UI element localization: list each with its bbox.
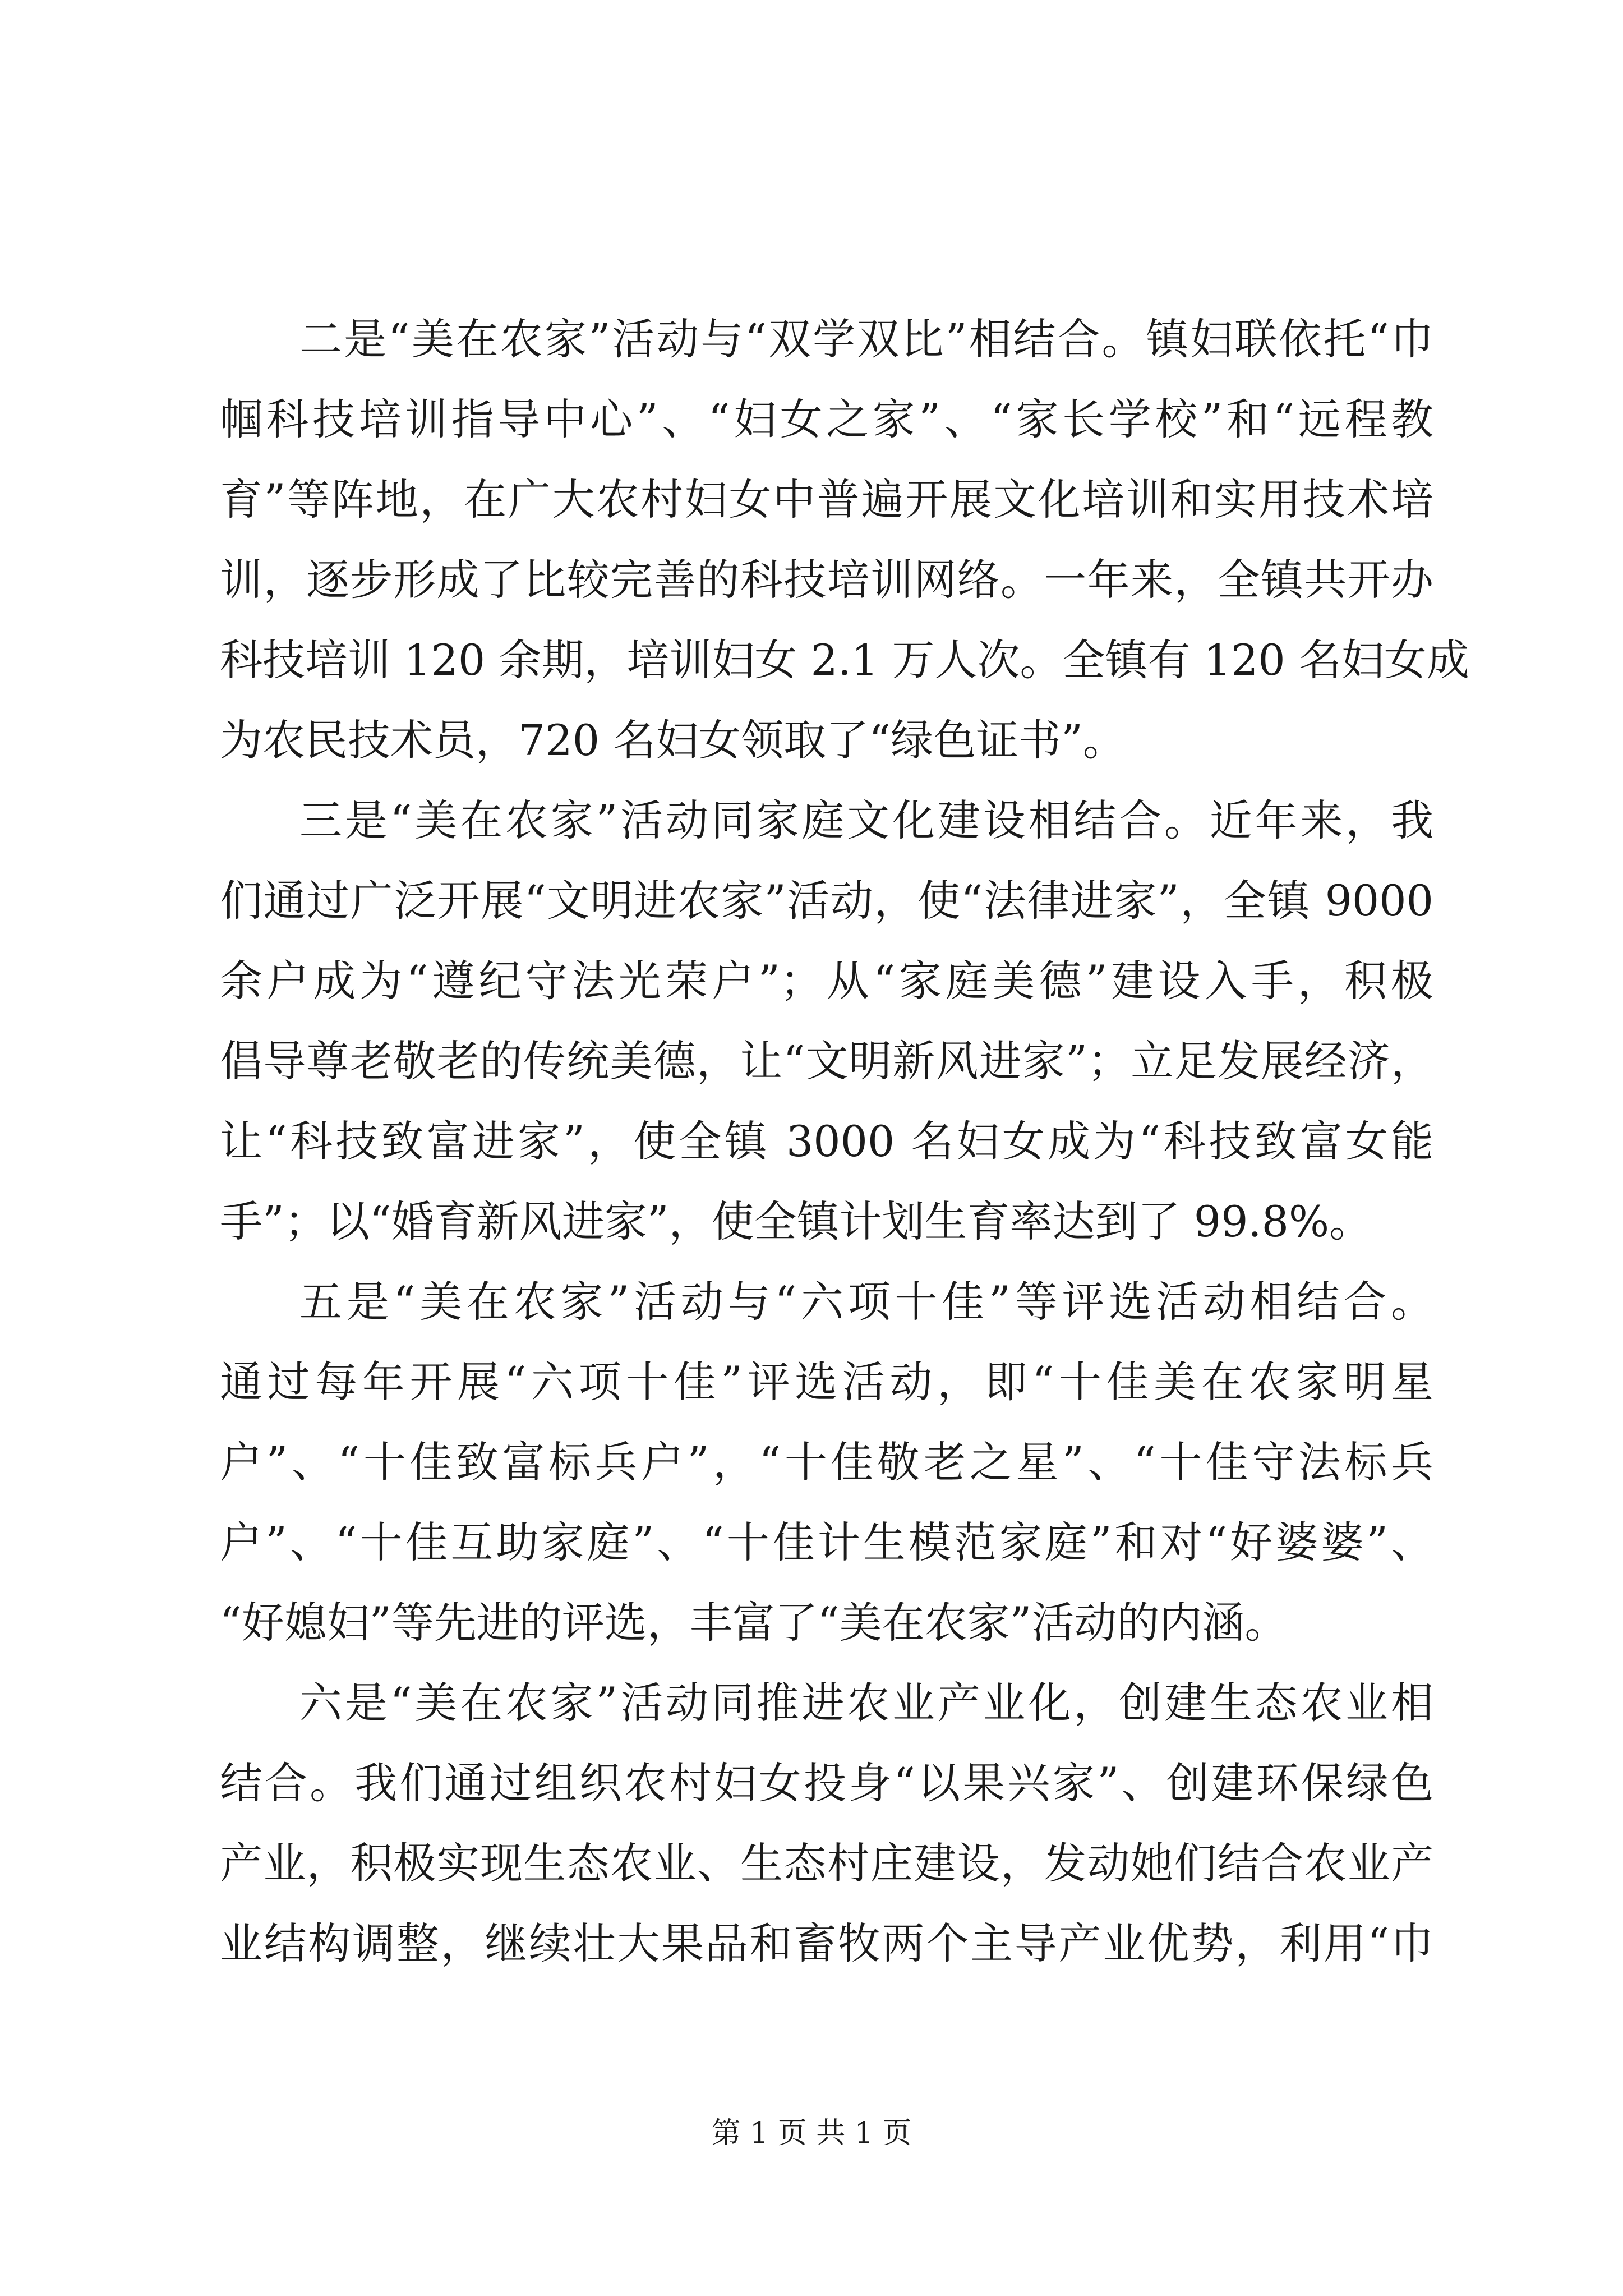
paragraph-line: 户”、“十佳互助家庭”、“十佳计生模范家庭”和对“好婆婆”、 bbox=[220, 1517, 1433, 1567]
paragraph-line: “好媳妇”等先进的评选，丰富了“美在农家”活动的内涵。 bbox=[220, 1598, 1288, 1648]
paragraph-line: 二是“美在农家”活动与“双学双比”相结合。镇妇联依托“巾 bbox=[299, 314, 1433, 364]
paragraph-line: 余户成为“遵纪守法光荣户”；从“家庭美德”建设入手，积极 bbox=[220, 956, 1433, 1006]
paragraph-line: 倡导尊老敬老的传统美德，让“文明新风进家”；立足发展经济， bbox=[220, 1036, 1433, 1086]
paragraph-line: 育”等阵地，在广大农村妇女中普遍开展文化培训和实用技术培 bbox=[220, 475, 1433, 524]
paragraph-line: 帼科技培训指导中心”、“妇女之家”、“家长学校”和“远程教 bbox=[220, 394, 1433, 444]
paragraph-line: 们通过广泛开展“文明进农家”活动，使“法律进家”，全镇 9000 bbox=[220, 876, 1433, 926]
paragraph-line: 通过每年开展“六项十佳”评选活动，即“十佳美在农家明星 bbox=[220, 1357, 1433, 1407]
paragraph-line: 科技培训 120 余期，培训妇女 2.1 万人次。全镇有 120 名妇女成 bbox=[220, 635, 1469, 685]
paragraph-line: 三是“美在农家”活动同家庭文化建设相结合。近年来，我 bbox=[299, 795, 1433, 845]
paragraph-line: 训，逐步形成了比较完善的科技培训网络。一年来，全镇共开办 bbox=[220, 555, 1433, 605]
paragraph-line: 六是“美在农家”活动同推进农业产业化，创建生态农业相 bbox=[299, 1678, 1433, 1728]
paragraph-line: 手”；以“婚育新风进家”，使全镇计划生育率达到了 99.8%。 bbox=[220, 1197, 1372, 1246]
paragraph-line: 结合。我们通过组织农村妇女投身“以果兴家”、创建环保绿色 bbox=[220, 1758, 1433, 1808]
page-number-footer: 第 1 页 共 1 页 bbox=[711, 2116, 912, 2150]
paragraph-line: 户”、“十佳致富标兵户”，“十佳敬老之星”、“十佳守法标兵 bbox=[220, 1437, 1433, 1487]
paragraph-line: 业结构调整，继续壮大果品和畜牧两个主导产业优势，利用“巾 bbox=[220, 1918, 1433, 1968]
paragraph-line: 为农民技术员，720 名妇女领取了“绿色证书”。 bbox=[220, 715, 1126, 765]
paragraph-line: 让“科技致富进家”，使全镇 3000 名妇女成为“科技致富女能 bbox=[220, 1116, 1433, 1166]
paragraph-line: 五是“美在农家”活动与“六项十佳”等评选活动相结合。 bbox=[299, 1277, 1433, 1327]
paragraph-line: 产业，积极实现生态农业、生态村庄建设，发动她们结合农业产 bbox=[220, 1838, 1433, 1888]
